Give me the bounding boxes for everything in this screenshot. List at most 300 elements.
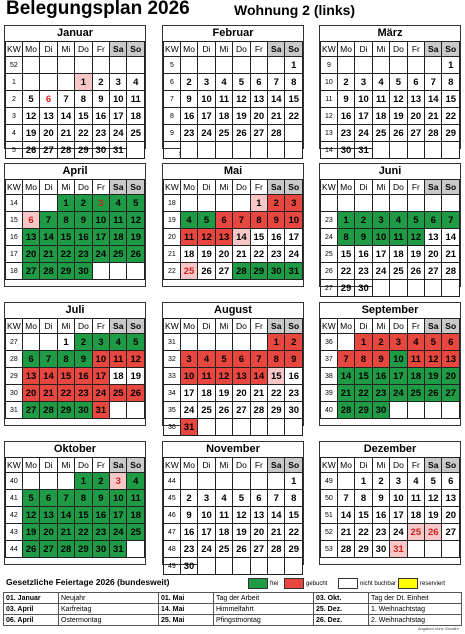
day-cell[interactable]: 5	[390, 74, 407, 91]
day-cell[interactable]: 14	[57, 507, 74, 524]
day-cell[interactable]: 3	[92, 334, 109, 351]
day-cell[interactable]: 7	[337, 351, 355, 368]
day-cell[interactable]: 10	[355, 91, 372, 108]
day-cell[interactable]: 22	[285, 524, 303, 541]
day-cell[interactable]: 18	[390, 246, 407, 263]
day-cell[interactable]: 24	[355, 125, 372, 142]
day-cell[interactable]: 31	[110, 541, 127, 558]
day-cell[interactable]: 5	[407, 212, 424, 229]
day-cell[interactable]: 5	[215, 351, 232, 368]
day-cell[interactable]: 17	[110, 507, 127, 524]
day-cell[interactable]: 31	[110, 142, 127, 159]
day-cell[interactable]: 30	[268, 263, 285, 280]
day-cell[interactable]: 7	[442, 212, 460, 229]
day-cell[interactable]: 8	[442, 74, 460, 91]
day-cell[interactable]: 11	[215, 91, 232, 108]
day-cell[interactable]: 15	[285, 507, 303, 524]
day-cell[interactable]: 19	[407, 246, 424, 263]
day-cell[interactable]: 11	[390, 229, 407, 246]
day-cell[interactable]: 8	[250, 212, 267, 229]
day-cell[interactable]: 27	[250, 541, 267, 558]
day-cell[interactable]: 29	[75, 142, 92, 159]
day-cell[interactable]: 16	[355, 246, 372, 263]
day-cell[interactable]: 11	[127, 91, 145, 108]
day-cell[interactable]: 19	[127, 229, 145, 246]
day-cell[interactable]: 21	[337, 524, 355, 541]
day-cell[interactable]: 2	[92, 473, 109, 490]
day-cell[interactable]: 2	[268, 195, 285, 212]
day-cell[interactable]: 18	[110, 229, 127, 246]
day-cell[interactable]: 4	[407, 334, 424, 351]
day-cell[interactable]: 23	[75, 385, 92, 402]
day-cell[interactable]: 26	[233, 125, 250, 142]
day-cell[interactable]: 18	[180, 246, 198, 263]
day-cell[interactable]: 17	[180, 385, 198, 402]
day-cell[interactable]: 13	[442, 351, 460, 368]
day-cell[interactable]: 5	[127, 334, 145, 351]
day-cell[interactable]: 21	[250, 385, 267, 402]
day-cell[interactable]: 22	[250, 246, 267, 263]
day-cell[interactable]: 1	[285, 57, 303, 74]
day-cell[interactable]: 31	[180, 419, 198, 436]
day-cell[interactable]: 18	[127, 108, 145, 125]
day-cell[interactable]: 3	[92, 195, 109, 212]
day-cell[interactable]: 6	[425, 212, 442, 229]
day-cell[interactable]: 13	[215, 229, 232, 246]
day-cell[interactable]: 7	[268, 490, 285, 507]
day-cell[interactable]: 21	[57, 125, 74, 142]
day-cell[interactable]: 8	[268, 351, 285, 368]
day-cell[interactable]: 15	[57, 368, 74, 385]
day-cell[interactable]: 16	[337, 108, 355, 125]
day-cell[interactable]: 7	[40, 351, 57, 368]
day-cell[interactable]: 20	[250, 524, 267, 541]
day-cell[interactable]: 10	[198, 91, 215, 108]
day-cell[interactable]: 6	[40, 490, 57, 507]
day-cell[interactable]: 25	[127, 524, 145, 541]
day-cell[interactable]: 20	[22, 385, 40, 402]
day-cell[interactable]: 17	[390, 507, 407, 524]
day-cell[interactable]: 30	[355, 280, 372, 297]
day-cell[interactable]: 15	[355, 507, 372, 524]
day-cell[interactable]: 24	[390, 385, 407, 402]
day-cell[interactable]: 6	[233, 351, 250, 368]
day-cell[interactable]: 29	[57, 402, 74, 419]
day-cell[interactable]: 7	[425, 74, 442, 91]
day-cell[interactable]: 30	[92, 541, 109, 558]
day-cell[interactable]: 17	[198, 108, 215, 125]
day-cell[interactable]: 1	[250, 195, 267, 212]
day-cell[interactable]: 29	[57, 263, 74, 280]
day-cell[interactable]: 4	[407, 473, 424, 490]
day-cell[interactable]: 3	[390, 334, 407, 351]
day-cell[interactable]: 14	[337, 368, 355, 385]
day-cell[interactable]: 30	[92, 142, 109, 159]
day-cell[interactable]: 27	[442, 524, 460, 541]
day-cell[interactable]: 23	[285, 385, 303, 402]
day-cell[interactable]: 23	[180, 125, 198, 142]
day-cell[interactable]: 31	[355, 142, 372, 159]
day-cell[interactable]: 22	[57, 385, 74, 402]
day-cell[interactable]: 24	[110, 524, 127, 541]
day-cell[interactable]: 12	[425, 490, 442, 507]
day-cell[interactable]: 30	[372, 402, 389, 419]
day-cell[interactable]: 4	[110, 195, 127, 212]
day-cell[interactable]: 12	[407, 229, 424, 246]
day-cell[interactable]: 31	[285, 263, 303, 280]
day-cell[interactable]: 9	[268, 212, 285, 229]
day-cell[interactable]: 16	[180, 108, 198, 125]
day-cell[interactable]: 2	[180, 74, 198, 91]
day-cell[interactable]: 14	[337, 507, 355, 524]
day-cell[interactable]: 21	[233, 246, 250, 263]
day-cell[interactable]: 13	[22, 229, 40, 246]
day-cell[interactable]: 13	[22, 368, 40, 385]
day-cell[interactable]: 14	[442, 229, 460, 246]
day-cell[interactable]: 3	[180, 351, 198, 368]
day-cell[interactable]: 14	[40, 368, 57, 385]
day-cell[interactable]: 16	[268, 229, 285, 246]
day-cell[interactable]: 26	[390, 125, 407, 142]
day-cell[interactable]: 8	[355, 490, 372, 507]
day-cell[interactable]: 26	[22, 142, 40, 159]
day-cell[interactable]: 1	[57, 334, 74, 351]
day-cell[interactable]: 11	[215, 507, 232, 524]
day-cell[interactable]: 16	[92, 507, 109, 524]
day-cell[interactable]: 15	[250, 229, 267, 246]
day-cell[interactable]: 4	[127, 74, 145, 91]
day-cell[interactable]: 19	[425, 368, 442, 385]
day-cell[interactable]: 24	[390, 524, 407, 541]
day-cell[interactable]: 21	[425, 108, 442, 125]
day-cell[interactable]: 28	[233, 263, 250, 280]
day-cell[interactable]: 3	[198, 74, 215, 91]
day-cell[interactable]: 5	[198, 212, 215, 229]
day-cell[interactable]: 3	[110, 473, 127, 490]
day-cell[interactable]: 9	[180, 507, 198, 524]
day-cell[interactable]: 14	[57, 108, 74, 125]
day-cell[interactable]: 7	[57, 490, 74, 507]
day-cell[interactable]: 22	[442, 108, 460, 125]
day-cell[interactable]: 5	[233, 74, 250, 91]
day-cell[interactable]: 25	[372, 125, 389, 142]
day-cell[interactable]: 16	[180, 524, 198, 541]
day-cell[interactable]: 25	[215, 125, 232, 142]
day-cell[interactable]: 30	[337, 142, 355, 159]
day-cell[interactable]: 29	[75, 541, 92, 558]
day-cell[interactable]: 18	[407, 368, 424, 385]
day-cell[interactable]: 12	[233, 507, 250, 524]
day-cell[interactable]: 24	[198, 541, 215, 558]
day-cell[interactable]: 2	[337, 74, 355, 91]
day-cell[interactable]: 14	[233, 229, 250, 246]
day-cell[interactable]: 17	[198, 524, 215, 541]
day-cell[interactable]: 23	[180, 541, 198, 558]
day-cell[interactable]: 26	[198, 263, 215, 280]
day-cell[interactable]: 2	[285, 334, 303, 351]
day-cell[interactable]: 23	[268, 246, 285, 263]
day-cell[interactable]: 5	[425, 473, 442, 490]
day-cell[interactable]: 16	[372, 507, 389, 524]
day-cell[interactable]: 1	[75, 74, 92, 91]
day-cell[interactable]: 17	[285, 229, 303, 246]
day-cell[interactable]: 21	[268, 524, 285, 541]
day-cell[interactable]: 9	[285, 351, 303, 368]
day-cell[interactable]: 18	[127, 507, 145, 524]
day-cell[interactable]: 15	[57, 229, 74, 246]
day-cell[interactable]: 2	[92, 74, 109, 91]
day-cell[interactable]: 10	[110, 490, 127, 507]
day-cell[interactable]: 20	[233, 385, 250, 402]
day-cell[interactable]: 18	[372, 108, 389, 125]
day-cell[interactable]: 18	[198, 385, 215, 402]
day-cell[interactable]: 13	[407, 91, 424, 108]
day-cell[interactable]: 10	[390, 351, 407, 368]
day-cell[interactable]: 12	[22, 108, 40, 125]
day-cell[interactable]: 28	[425, 125, 442, 142]
day-cell[interactable]: 26	[407, 263, 424, 280]
day-cell[interactable]: 12	[215, 368, 232, 385]
day-cell[interactable]: 26	[425, 524, 442, 541]
day-cell[interactable]: 10	[110, 91, 127, 108]
day-cell[interactable]: 25	[407, 385, 424, 402]
day-cell[interactable]: 19	[22, 524, 40, 541]
day-cell[interactable]: 23	[92, 524, 109, 541]
day-cell[interactable]: 25	[198, 402, 215, 419]
day-cell[interactable]: 17	[355, 108, 372, 125]
day-cell[interactable]: 1	[355, 334, 372, 351]
day-cell[interactable]: 8	[75, 91, 92, 108]
day-cell[interactable]: 4	[127, 473, 145, 490]
day-cell[interactable]: 18	[110, 368, 127, 385]
day-cell[interactable]: 6	[442, 473, 460, 490]
day-cell[interactable]: 15	[268, 368, 285, 385]
day-cell[interactable]: 5	[22, 91, 40, 108]
day-cell[interactable]: 13	[425, 229, 442, 246]
day-cell[interactable]: 27	[250, 125, 267, 142]
day-cell[interactable]: 27	[425, 263, 442, 280]
day-cell[interactable]: 6	[40, 91, 57, 108]
day-cell[interactable]: 9	[337, 91, 355, 108]
day-cell[interactable]: 19	[127, 368, 145, 385]
day-cell[interactable]: 11	[180, 229, 198, 246]
day-cell[interactable]: 9	[355, 229, 372, 246]
day-cell[interactable]: 7	[40, 212, 57, 229]
day-cell[interactable]: 10	[390, 490, 407, 507]
day-cell[interactable]: 22	[337, 263, 355, 280]
day-cell[interactable]: 24	[180, 402, 198, 419]
day-cell[interactable]: 6	[250, 74, 267, 91]
day-cell[interactable]: 14	[40, 229, 57, 246]
day-cell[interactable]: 10	[92, 351, 109, 368]
day-cell[interactable]: 18	[215, 108, 232, 125]
day-cell[interactable]: 25	[390, 263, 407, 280]
day-cell[interactable]: 24	[372, 263, 389, 280]
day-cell[interactable]: 5	[233, 490, 250, 507]
day-cell[interactable]: 8	[75, 490, 92, 507]
day-cell[interactable]: 13	[442, 490, 460, 507]
day-cell[interactable]: 23	[355, 263, 372, 280]
day-cell[interactable]: 9	[180, 91, 198, 108]
day-cell[interactable]: 30	[75, 263, 92, 280]
day-cell[interactable]: 27	[233, 402, 250, 419]
day-cell[interactable]: 19	[425, 507, 442, 524]
day-cell[interactable]: 14	[268, 507, 285, 524]
day-cell[interactable]: 24	[285, 246, 303, 263]
day-cell[interactable]: 18	[215, 524, 232, 541]
day-cell[interactable]: 3	[285, 195, 303, 212]
day-cell[interactable]: 9	[92, 490, 109, 507]
day-cell[interactable]: 5	[22, 490, 40, 507]
day-cell[interactable]: 20	[425, 246, 442, 263]
day-cell[interactable]: 16	[285, 368, 303, 385]
day-cell[interactable]: 2	[180, 490, 198, 507]
day-cell[interactable]: 11	[110, 212, 127, 229]
day-cell[interactable]: 26	[127, 246, 145, 263]
day-cell[interactable]: 25	[127, 125, 145, 142]
day-cell[interactable]: 22	[355, 524, 372, 541]
day-cell[interactable]: 12	[390, 91, 407, 108]
day-cell[interactable]: 21	[40, 385, 57, 402]
day-cell[interactable]: 9	[372, 351, 389, 368]
day-cell[interactable]: 13	[250, 91, 267, 108]
day-cell[interactable]: 8	[57, 212, 74, 229]
day-cell[interactable]: 22	[285, 108, 303, 125]
day-cell[interactable]: 17	[390, 368, 407, 385]
day-cell[interactable]: 26	[425, 385, 442, 402]
day-cell[interactable]: 3	[355, 74, 372, 91]
day-cell[interactable]: 1	[57, 195, 74, 212]
day-cell[interactable]: 25	[110, 246, 127, 263]
day-cell[interactable]: 4	[110, 334, 127, 351]
day-cell[interactable]: 30	[372, 541, 389, 558]
day-cell[interactable]: 7	[233, 212, 250, 229]
day-cell[interactable]: 10	[92, 212, 109, 229]
day-cell[interactable]: 31	[92, 402, 109, 419]
day-cell[interactable]: 28	[337, 402, 355, 419]
day-cell[interactable]: 11	[110, 351, 127, 368]
day-cell[interactable]: 19	[233, 524, 250, 541]
day-cell[interactable]: 20	[250, 108, 267, 125]
day-cell[interactable]: 26	[22, 541, 40, 558]
day-cell[interactable]: 29	[250, 263, 267, 280]
day-cell[interactable]: 3	[372, 212, 389, 229]
day-cell[interactable]: 8	[285, 490, 303, 507]
day-cell[interactable]: 30	[285, 402, 303, 419]
day-cell[interactable]: 27	[40, 541, 57, 558]
day-cell[interactable]: 30	[75, 402, 92, 419]
day-cell[interactable]: 2	[372, 473, 389, 490]
day-cell[interactable]: 27	[442, 385, 460, 402]
day-cell[interactable]: 24	[92, 246, 109, 263]
day-cell[interactable]: 26	[233, 541, 250, 558]
day-cell[interactable]: 17	[92, 229, 109, 246]
day-cell[interactable]: 16	[75, 368, 92, 385]
day-cell[interactable]: 7	[250, 351, 267, 368]
day-cell[interactable]: 25	[180, 263, 198, 280]
day-cell[interactable]: 19	[215, 385, 232, 402]
day-cell[interactable]: 24	[198, 125, 215, 142]
day-cell[interactable]: 15	[75, 507, 92, 524]
day-cell[interactable]: 21	[57, 524, 74, 541]
day-cell[interactable]: 12	[233, 91, 250, 108]
day-cell[interactable]: 16	[75, 229, 92, 246]
day-cell[interactable]: 23	[372, 524, 389, 541]
day-cell[interactable]: 4	[390, 212, 407, 229]
day-cell[interactable]: 27	[22, 263, 40, 280]
day-cell[interactable]: 15	[355, 368, 372, 385]
day-cell[interactable]: 2	[355, 212, 372, 229]
day-cell[interactable]: 20	[442, 368, 460, 385]
day-cell[interactable]: 3	[198, 490, 215, 507]
day-cell[interactable]: 17	[110, 108, 127, 125]
day-cell[interactable]: 28	[40, 263, 57, 280]
day-cell[interactable]: 21	[337, 385, 355, 402]
day-cell[interactable]: 6	[442, 334, 460, 351]
day-cell[interactable]: 15	[75, 108, 92, 125]
day-cell[interactable]: 2	[75, 195, 92, 212]
day-cell[interactable]: 26	[127, 385, 145, 402]
day-cell[interactable]: 29	[355, 402, 372, 419]
day-cell[interactable]: 14	[250, 368, 267, 385]
day-cell[interactable]: 14	[425, 91, 442, 108]
day-cell[interactable]: 23	[372, 385, 389, 402]
day-cell[interactable]: 7	[57, 91, 74, 108]
day-cell[interactable]: 6	[407, 74, 424, 91]
day-cell[interactable]: 9	[75, 212, 92, 229]
day-cell[interactable]: 16	[92, 108, 109, 125]
day-cell[interactable]: 6	[22, 212, 40, 229]
day-cell[interactable]: 29	[268, 402, 285, 419]
day-cell[interactable]: 6	[22, 351, 40, 368]
day-cell[interactable]: 1	[442, 57, 460, 74]
day-cell[interactable]: 12	[22, 507, 40, 524]
day-cell[interactable]: 28	[337, 541, 355, 558]
day-cell[interactable]: 21	[442, 246, 460, 263]
day-cell[interactable]: 10	[372, 229, 389, 246]
day-cell[interactable]: 8	[57, 351, 74, 368]
day-cell[interactable]: 21	[268, 108, 285, 125]
day-cell[interactable]: 12	[425, 351, 442, 368]
day-cell[interactable]: 22	[75, 125, 92, 142]
day-cell[interactable]: 4	[215, 74, 232, 91]
day-cell[interactable]: 7	[337, 490, 355, 507]
day-cell[interactable]: 23	[337, 125, 355, 142]
day-cell[interactable]: 6	[250, 490, 267, 507]
day-cell[interactable]: 4	[372, 74, 389, 91]
day-cell[interactable]: 7	[268, 74, 285, 91]
day-cell[interactable]: 30	[180, 558, 198, 575]
day-cell[interactable]: 16	[372, 368, 389, 385]
day-cell[interactable]: 28	[40, 402, 57, 419]
day-cell[interactable]: 28	[57, 142, 74, 159]
day-cell[interactable]: 8	[337, 229, 355, 246]
day-cell[interactable]: 10	[198, 507, 215, 524]
day-cell[interactable]: 15	[442, 91, 460, 108]
day-cell[interactable]: 13	[40, 108, 57, 125]
day-cell[interactable]: 22	[75, 524, 92, 541]
day-cell[interactable]: 15	[285, 91, 303, 108]
day-cell[interactable]: 6	[215, 212, 232, 229]
day-cell[interactable]: 2	[75, 334, 92, 351]
day-cell[interactable]: 24	[110, 125, 127, 142]
day-cell[interactable]: 13	[233, 368, 250, 385]
day-cell[interactable]: 8	[285, 74, 303, 91]
day-cell[interactable]: 13	[250, 507, 267, 524]
day-cell[interactable]: 15	[337, 246, 355, 263]
day-cell[interactable]: 29	[355, 541, 372, 558]
day-cell[interactable]: 9	[75, 351, 92, 368]
